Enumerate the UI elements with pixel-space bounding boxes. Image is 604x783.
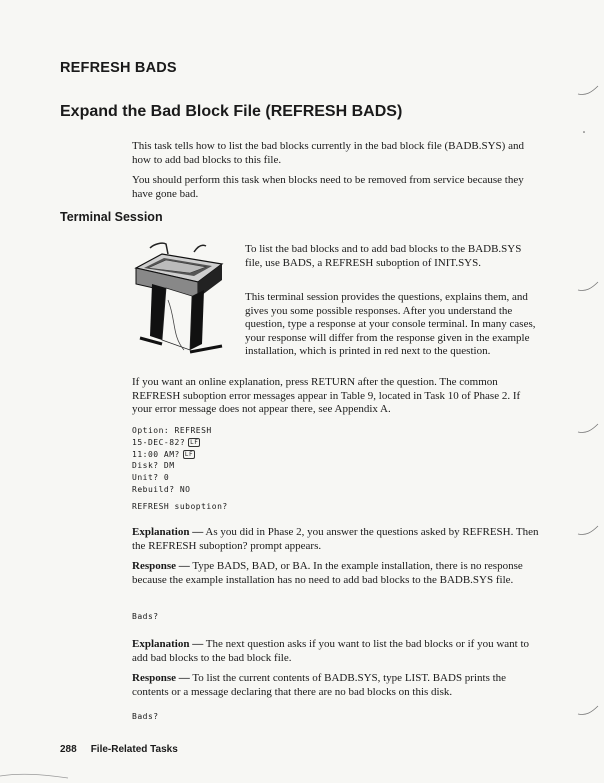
terminal-line: Unit? 0: [132, 473, 170, 483]
response-label: Response —: [132, 560, 190, 572]
response-paragraph: [132, 560, 542, 587]
page-footer: [60, 744, 178, 755]
terminal-line: Rebuild? NO: [132, 484, 191, 494]
intro-paragraph-2: You should perform this task when blocks need to be removed from service because they have gone bad.: [132, 174, 524, 200]
terminal-prompt: Bads?: [132, 712, 159, 721]
response-text: Type BADS, BAD, or BA. In the example installation, there is no response because the example installation has no need to add bad blocks to the BADB.SYS file.: [132, 560, 523, 586]
terminal-prompt: Bads?: [132, 612, 159, 621]
online-help-paragraph: If you want an online explanation, press RETURN after the question. The common REFRESH suboption error messages appear in Table 9, located in Task 10 of Phase 2. If your error message does not appear there, see Appendix A.: [132, 376, 521, 415]
explanation-paragraph: [132, 638, 542, 665]
scan-corner-mark: [0, 768, 70, 783]
scan-edge-marks: [570, 80, 604, 740]
terminal-dialog: [132, 425, 392, 496]
response-paragraph: [132, 672, 542, 699]
response-label: Response —: [132, 672, 190, 684]
section-title: Expand the Bad Block File (REFRESH BADS): [60, 103, 403, 120]
terminal-illustration: [132, 240, 236, 358]
response-text: To list the current contents of BADB.SYS, type LIST. BADS prints the contents or a message declaring that there are no bad blocks on this disk.: [132, 672, 507, 698]
explanation-label: Explanation —: [132, 638, 204, 650]
explanation-label: Explanation —: [132, 526, 204, 538]
terminal-line: 11:00 AM?: [132, 449, 180, 459]
intro-paragraph-1: This task tells how to list the bad blocks currently in the bad block file (BADB.SYS) and how to add bad blocks to this file.: [132, 140, 524, 166]
terminal-line: Option: REFRESH: [132, 426, 212, 435]
explanation-paragraph: [132, 526, 542, 553]
explanation-text: As you did in Phase 2, you answer the questions asked by REFRESH. Then the REFRESH suboption? prompt appears.: [132, 526, 539, 552]
terminal-prompt: REFRESH suboption?: [132, 502, 228, 511]
terminal-line: Disk? DM: [132, 461, 175, 471]
terminal-intro-paragraph: To list the bad blocks and to add bad blocks to the BADB.SYS file, use BADS, a REFRESH suboption of INIT.SYS.: [245, 243, 522, 269]
page-heading: REFRESH BADS: [60, 60, 177, 76]
terminal-line: 15-DEC-82?: [132, 437, 186, 447]
lf-key-icon: LF: [184, 450, 194, 458]
explanation-text: The next question asks if you want to list the bad blocks or if you want to add bad blocks to the bad block file.: [132, 638, 530, 664]
terminal-explanation-paragraph: This terminal session provides the questions, explains them, and gives you some possible responses. After you understand the question, type a response at your console terminal. In many cases, your response will differ from the response given in the example installation, which is printed in red next to the question.: [245, 291, 536, 357]
lf-key-icon: LF: [190, 438, 199, 446]
page-number: 288: [60, 744, 77, 755]
chapter-title: File-Related Tasks: [90, 744, 178, 755]
subsection-title: Terminal Session: [60, 210, 163, 224]
